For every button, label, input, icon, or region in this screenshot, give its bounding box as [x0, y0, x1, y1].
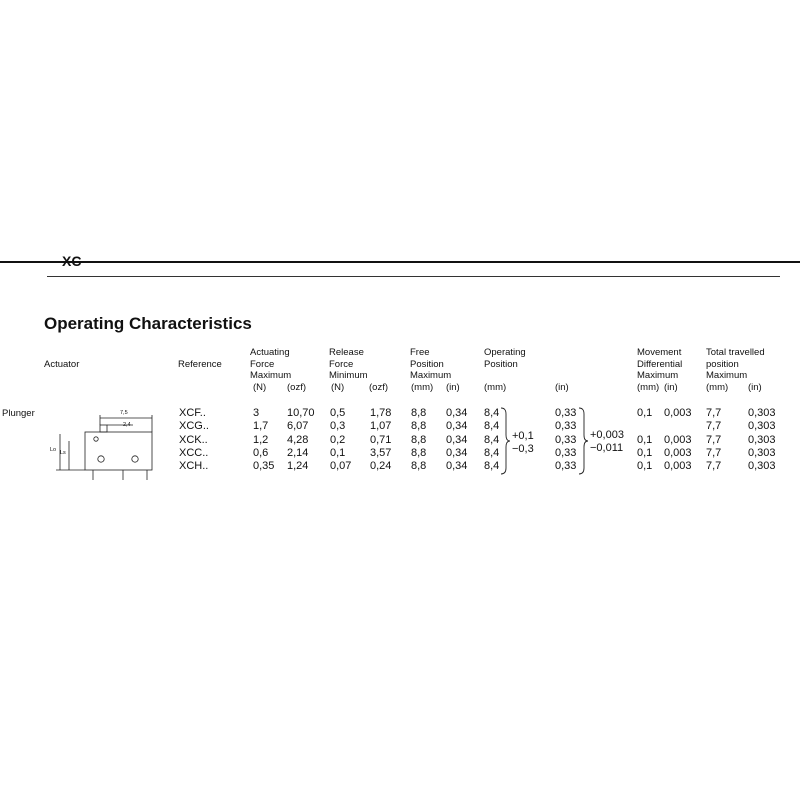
- op-mm-tolerance-plus: +0,1: [512, 430, 534, 442]
- cell-md-mm: 0,1: [637, 433, 653, 446]
- cell-op-in: 0,33: [555, 446, 577, 459]
- col-header-reference: Reference: [178, 359, 222, 370]
- cell-md-mm: 0,1: [637, 446, 653, 459]
- op-in-tolerance-minus: −0,011: [590, 442, 624, 454]
- cell-md-in: 0,003: [664, 433, 692, 446]
- unit-af-ozf: (ozf): [287, 382, 306, 393]
- header-fragment: [62, 253, 92, 269]
- unit-md-mm: (mm): [637, 382, 660, 393]
- switch-body: [85, 432, 152, 470]
- cell-rf-ozf: 3,57: [370, 446, 392, 459]
- cell-tt-mm: 7,7: [706, 460, 722, 473]
- cell-rf-ozf: 1,78: [370, 407, 392, 419]
- cell-fp-in: 0,34: [446, 433, 468, 446]
- cell-md-in: 0,003: [664, 407, 692, 419]
- unit-tt-in: (in): [748, 382, 762, 393]
- cell-af-ozf: 4,28: [287, 433, 309, 446]
- cell-ref: XCH..: [179, 460, 209, 473]
- cell-tt-mm: 7,7: [706, 433, 722, 446]
- op-mm-brace: [498, 406, 512, 476]
- mount-hole-left: [98, 456, 104, 462]
- unit-md-in: (in): [664, 382, 678, 393]
- cell-fp-mm: 8,8: [411, 460, 427, 473]
- cell-ref: XCG..: [179, 420, 209, 433]
- cell-rf-n: 0,5: [330, 407, 346, 419]
- pivot: [94, 437, 98, 441]
- cell-ref: XCK..: [179, 433, 208, 446]
- cell-af-n: 0,6: [253, 446, 269, 459]
- cell-fp-in: 0,34: [446, 460, 468, 473]
- cell-tt-mm: 7,7: [706, 446, 722, 459]
- cell-af-ozf: 1,24: [287, 460, 309, 473]
- plunger: [100, 425, 107, 432]
- cell-rf-ozf: 0,71: [370, 433, 392, 446]
- diagram-label-width-a: 7,5: [120, 410, 128, 416]
- section-title: Operating Characteristics: [44, 314, 252, 333]
- cell-op-in: 0,33: [555, 460, 577, 473]
- cell-md-in: 0,003: [664, 460, 692, 473]
- cell-op-mm: 8,4: [484, 460, 500, 473]
- header-rule-thin: [47, 276, 780, 277]
- cell-af-n: 1,7: [253, 420, 269, 433]
- col-header-movement-differential: Movement Differential Maximum: [637, 347, 683, 381]
- unit-rf-n: (N): [331, 382, 345, 393]
- cell-fp-in: 0,34: [446, 446, 468, 459]
- cell-tt-mm: 7,7: [706, 420, 722, 433]
- col-header-operating-position: Operating Position: [484, 347, 526, 370]
- col-header-free-position: Free Position Maximum: [410, 347, 452, 381]
- diagram-label-width-b: 2,4: [123, 422, 131, 428]
- cell-tt-in: 0,303: [748, 420, 776, 433]
- cell-rf-n: 0,1: [330, 446, 346, 459]
- cell-op-mm: 8,4: [484, 433, 500, 446]
- col-header-release-force: Release Force Minimum: [329, 347, 368, 381]
- header-rule-thick: [0, 261, 800, 263]
- unit-rf-ozf: (ozf): [369, 382, 388, 393]
- col-header-actuator: Actuator: [44, 359, 80, 370]
- unit-fp-mm: (mm): [411, 382, 434, 393]
- header-fragment-text: XC: [62, 253, 82, 269]
- col-header-actuating-force: Actuating Force Maximum: [250, 347, 292, 381]
- op-in-brace: [576, 406, 590, 476]
- cell-tt-in: 0,303: [748, 460, 776, 473]
- cell-ref: XCC..: [179, 446, 209, 459]
- op-in-tolerance: [590, 429, 624, 455]
- cell-af-ozf: 2,14: [287, 446, 309, 459]
- cell-tt-in: 0,303: [748, 446, 776, 459]
- cell-tt-mm: 7,7: [706, 407, 722, 419]
- cell-tt-in: 0,303: [748, 433, 776, 446]
- cell-md-mm: 0,1: [637, 407, 653, 419]
- unit-af-n: (N): [253, 382, 267, 393]
- cell-af-n: 1,2: [253, 433, 269, 446]
- op-mm-tolerance: [512, 430, 534, 456]
- cell-af-ozf: 10,70: [287, 407, 315, 419]
- cell-af-n: 0,35: [253, 460, 275, 473]
- cell-rf-n: 0,07: [330, 460, 352, 473]
- cell-fp-in: 0,34: [446, 420, 468, 433]
- cell-op-in: 0,33: [555, 407, 577, 419]
- cell-fp-in: 0,34: [446, 407, 468, 419]
- unit-op-in: (in): [555, 382, 569, 393]
- cell-rf-ozf: 1,07: [370, 420, 392, 433]
- cell-op-in: 0,33: [555, 433, 577, 446]
- col-header-total-travelled: Total travelled position Maximum: [706, 347, 765, 381]
- diagram-label-height-a: Lo: [50, 447, 57, 453]
- cell-af-n: 3: [253, 407, 260, 419]
- cell-md-in: 0,003: [664, 446, 692, 459]
- cell-fp-mm: 8,8: [411, 407, 427, 419]
- unit-op-mm: (mm): [484, 382, 507, 393]
- cell-md-mm: 0,1: [637, 460, 653, 473]
- actuator-label: Plunger: [2, 408, 35, 419]
- cell-rf-n: 0,3: [330, 420, 346, 433]
- cell-af-ozf: 6,07: [287, 420, 309, 433]
- cell-fp-mm: 8,8: [411, 420, 427, 433]
- op-in-tolerance-plus: +0,003: [590, 429, 624, 441]
- cell-rf-n: 0,2: [330, 433, 346, 446]
- cell-fp-mm: 8,8: [411, 433, 427, 446]
- diagram-label-height-b: Ls: [60, 450, 66, 456]
- unit-tt-mm: (mm): [706, 382, 729, 393]
- op-mm-tolerance-minus: −0,3: [512, 443, 534, 455]
- cell-tt-in: 0,303: [748, 407, 776, 419]
- cell-fp-mm: 8,8: [411, 446, 427, 459]
- cell-ref: XCF..: [179, 407, 206, 419]
- cell-op-mm: 8,4: [484, 446, 500, 459]
- cell-op-mm: 8,4: [484, 420, 500, 433]
- cell-rf-ozf: 0,24: [370, 460, 392, 473]
- mount-hole-right: [132, 456, 138, 462]
- cell-op-in: 0,33: [555, 420, 577, 433]
- plunger-switch-diagram: [48, 408, 160, 483]
- unit-fp-in: (in): [446, 382, 460, 393]
- cell-op-mm: 8,4: [484, 407, 500, 419]
